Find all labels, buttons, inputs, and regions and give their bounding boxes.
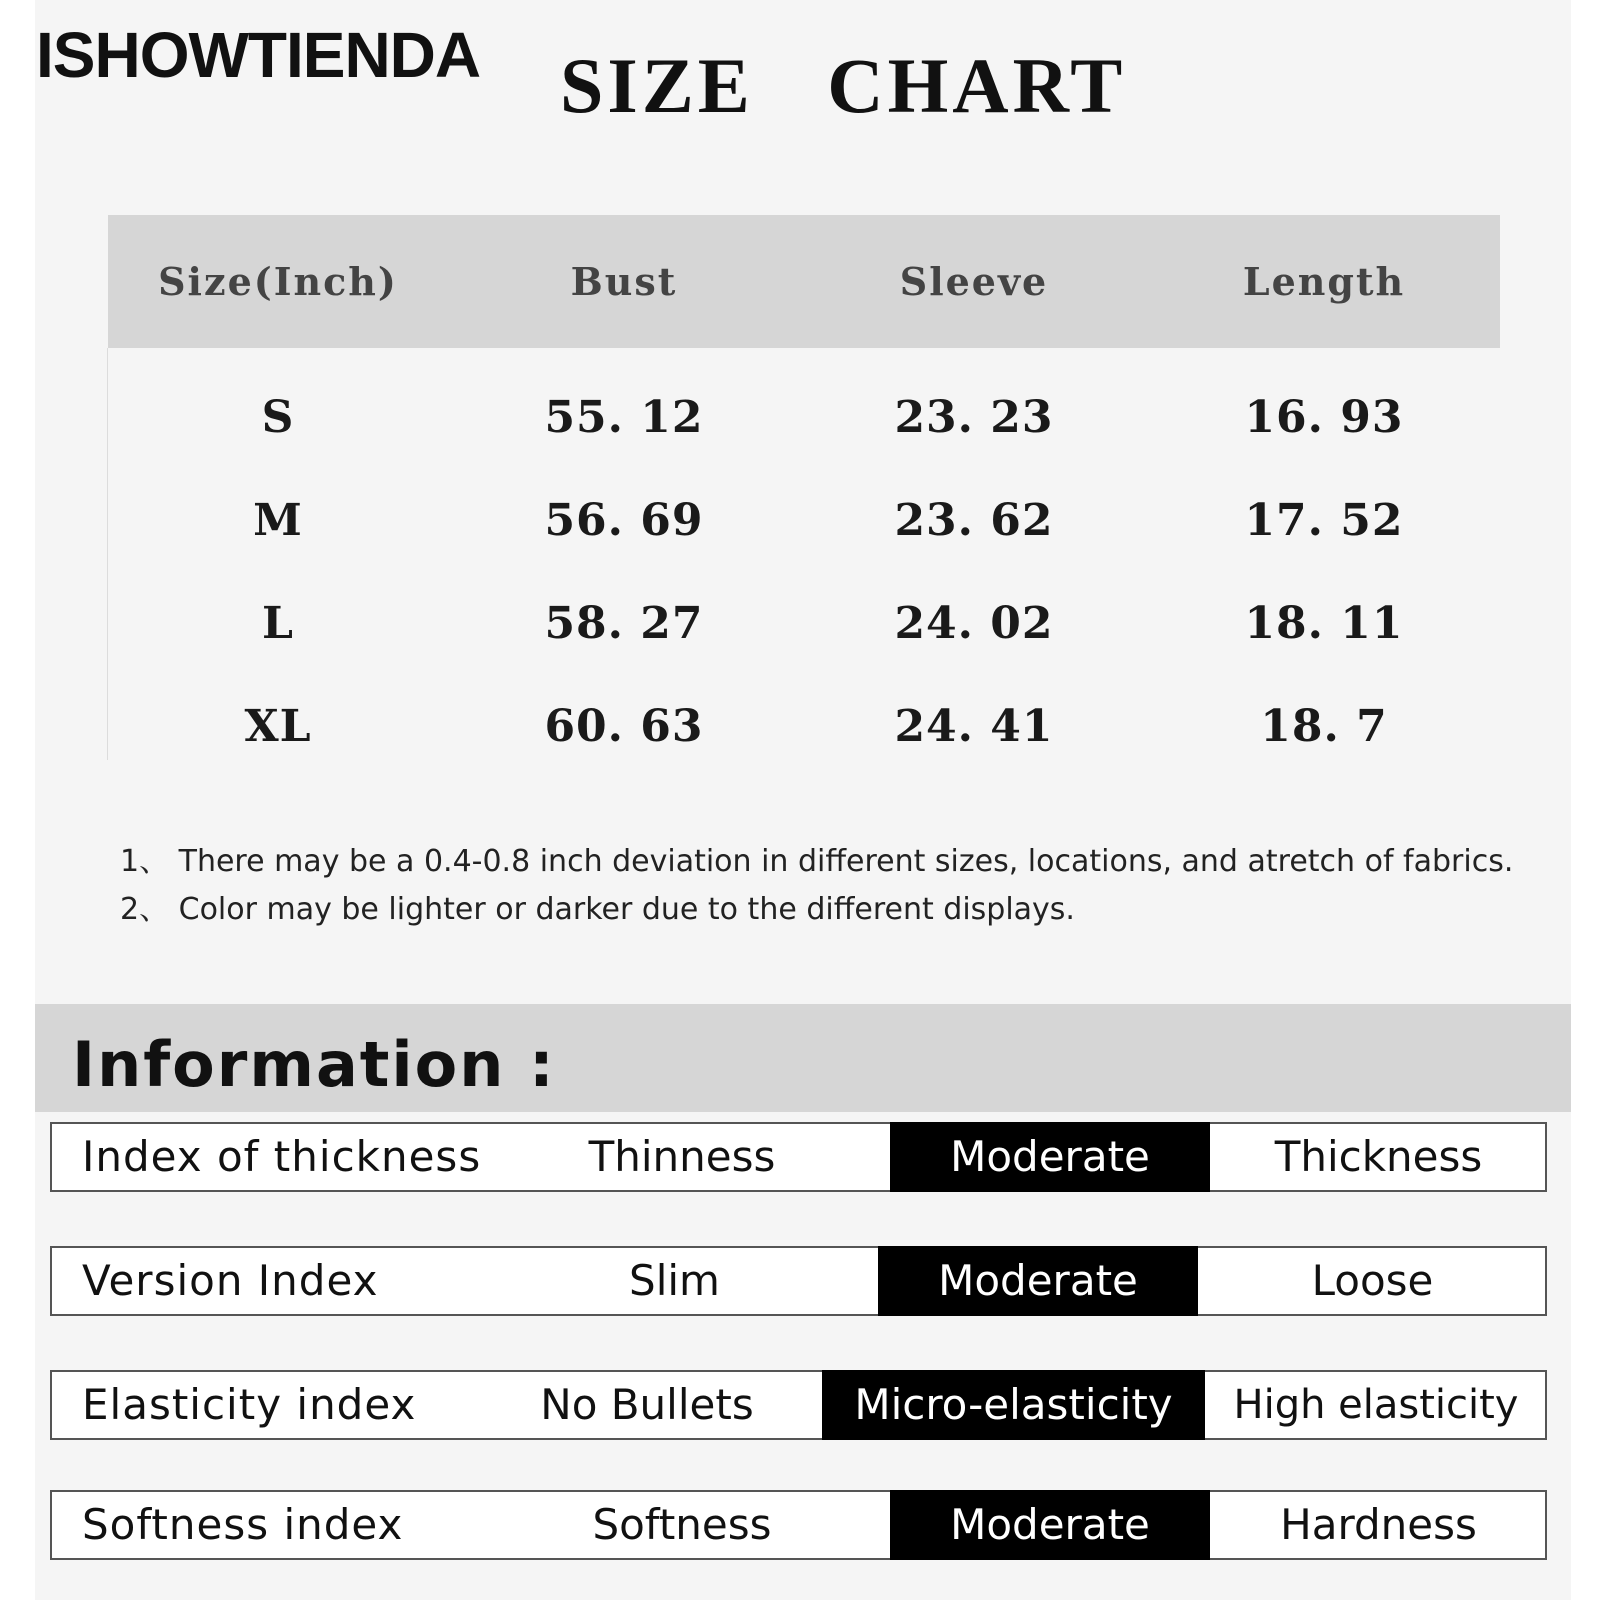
cell-bust: 56. 69 [544, 495, 704, 546]
cell-size: XL [244, 701, 312, 752]
table-row [108, 469, 1500, 572]
column-header-size: Size(Inch) [108, 215, 448, 348]
cell-length: 17. 52 [1244, 495, 1404, 546]
size-table-header-row [108, 215, 1500, 348]
information-title: Information : [72, 1028, 556, 1101]
option-no-bullets: No Bullets [540, 1380, 754, 1429]
page-title: SIZE CHART [560, 42, 1127, 129]
index-label: Version Index [82, 1256, 379, 1305]
index-row-thickness [50, 1122, 1547, 1192]
cell-sleeve: 23. 62 [894, 495, 1054, 546]
option-moderate-selected: Moderate [890, 1490, 1210, 1560]
option-high-elasticity: High elasticity [1233, 1382, 1519, 1428]
notes [120, 838, 1513, 934]
cell-bust: 55. 12 [544, 392, 704, 443]
cell-length: 16. 93 [1244, 392, 1404, 443]
note-deviation: 1、 There may be a 0.4-0.8 inch deviation in different sizes, locations, and atretch of fabrics. [120, 844, 1514, 879]
note-color: 2、 Color may be lighter or darker due to the different displays. [120, 892, 1075, 927]
option-thinness: Thinness [588, 1132, 776, 1181]
table-left-rule [107, 348, 108, 760]
index-row-softness [50, 1490, 1547, 1560]
table-row [108, 675, 1500, 778]
index-row-elasticity [50, 1370, 1547, 1440]
index-label: Softness index [82, 1500, 404, 1549]
column-header-sleeve: Sleeve [800, 215, 1148, 348]
cell-sleeve: 23. 23 [894, 392, 1054, 443]
option-moderate-selected: Moderate [878, 1246, 1198, 1316]
index-row-version [50, 1246, 1547, 1316]
option-loose: Loose [1311, 1256, 1434, 1305]
cell-size: M [253, 495, 303, 546]
column-header-bust: Bust [448, 215, 800, 348]
column-header-length: Length [1148, 215, 1500, 348]
option-moderate-selected: Moderate [890, 1122, 1210, 1192]
cell-length: 18. 11 [1244, 598, 1404, 649]
option-hardness: Hardness [1280, 1500, 1477, 1549]
cell-sleeve: 24. 41 [894, 701, 1054, 752]
index-label: Index of thickness [82, 1132, 482, 1181]
table-row [108, 572, 1500, 675]
cell-size: S [261, 392, 295, 443]
option-micro-elasticity-selected: Micro-elasticity [822, 1370, 1205, 1440]
cell-bust: 60. 63 [544, 701, 704, 752]
table-row [108, 348, 1500, 469]
option-slim: Slim [629, 1256, 720, 1305]
size-table [108, 215, 1500, 778]
option-thickness: Thickness [1274, 1132, 1483, 1181]
cell-sleeve: 24. 02 [894, 598, 1054, 649]
cell-length: 18. 7 [1260, 701, 1388, 752]
index-label: Elasticity index [82, 1380, 417, 1429]
cell-size: L [262, 598, 294, 649]
cell-bust: 58. 27 [544, 598, 704, 649]
brand-logo-text: ISHOWTIENDA [36, 19, 481, 91]
option-softness: Softness [592, 1500, 772, 1549]
